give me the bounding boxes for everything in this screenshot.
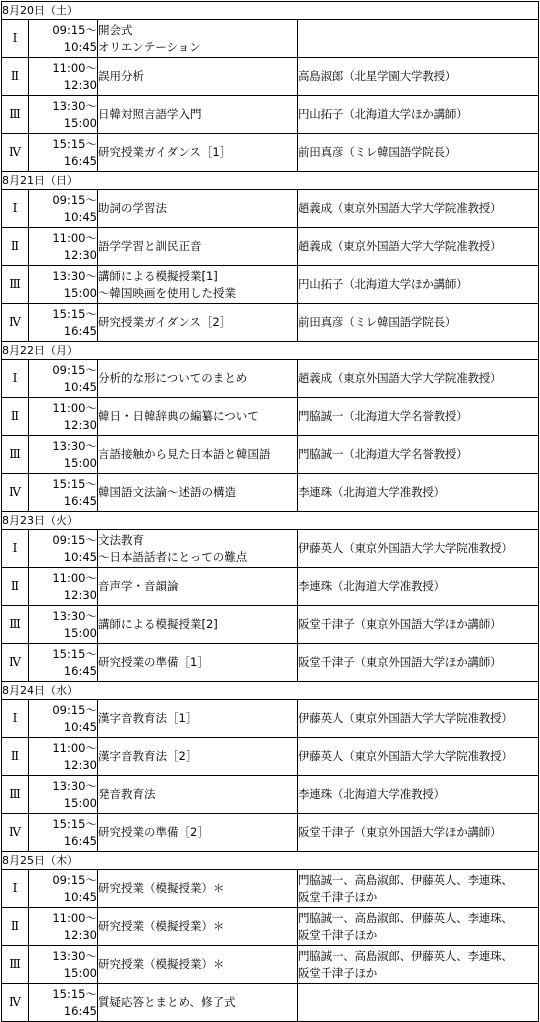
time-range — [29, 20, 98, 58]
end-time: 10:45 — [63, 719, 97, 734]
lecturer-line: 阪堂千津子（東京外国語大学ほか講師） — [298, 655, 502, 669]
time-range — [29, 738, 98, 776]
start-time: 13:30～ — [52, 778, 97, 793]
lecturer-cell — [298, 870, 539, 908]
lecturer-cell — [298, 568, 539, 606]
lecturer-cell — [298, 946, 539, 984]
subject-cell — [98, 20, 298, 58]
period-number: Ⅰ — [2, 870, 29, 908]
start-time: 09:15～ — [52, 192, 97, 207]
subject-line: ～韓国映画を使用した授業 — [98, 285, 236, 300]
subject-cell — [98, 398, 298, 436]
subject-line: 研究授業ガイダンス［1］ — [98, 145, 232, 159]
subject-line: 発音教育法 — [98, 787, 156, 801]
session-row — [2, 360, 539, 398]
start-time: 11:00～ — [52, 60, 97, 75]
lecturer-line: 阪堂千津子（東京外国語大学ほか講師） — [298, 617, 502, 631]
date-header: 8月20日（土） — [2, 2, 539, 20]
period-number: Ⅲ — [2, 946, 29, 984]
time-range — [29, 474, 98, 512]
session-row — [2, 776, 539, 814]
lecturer-line: 伊藤英人（東京外国語大学大学院准教授） — [298, 749, 513, 763]
end-time: 15:00 — [63, 285, 97, 300]
period-number: Ⅰ — [2, 190, 29, 228]
lecturer-cell — [298, 644, 539, 682]
subject-cell — [98, 700, 298, 738]
subject-line: 韓国語文法論～述語の構造 — [98, 485, 236, 499]
lecturer-cell — [298, 700, 539, 738]
subject-cell — [98, 870, 298, 908]
subject-cell — [98, 190, 298, 228]
lecturer-cell — [298, 134, 539, 172]
time-range — [29, 908, 98, 946]
start-time: 09:15～ — [52, 362, 97, 377]
lecturer-line: 門脇誠一、高島淑郎、伊藤英人、李連珠、 — [298, 872, 513, 887]
time-range — [29, 606, 98, 644]
start-time: 11:00～ — [52, 740, 97, 755]
time-range — [29, 266, 98, 304]
subject-cell — [98, 814, 298, 852]
period-number: Ⅲ — [2, 436, 29, 474]
lecturer-line: 李連珠（北海道大学准教授） — [298, 787, 445, 801]
session-row — [2, 606, 539, 644]
date-row — [2, 342, 539, 360]
lecturer-cell — [298, 814, 539, 852]
period-number: Ⅳ — [2, 644, 29, 682]
date-row — [2, 2, 539, 20]
session-row — [2, 474, 539, 512]
subject-cell — [98, 606, 298, 644]
date-row — [2, 512, 539, 530]
subject-line: 韓日・日韓辞典の編纂について — [98, 409, 259, 423]
session-row — [2, 700, 539, 738]
period-number: Ⅲ — [2, 776, 29, 814]
lecturer-cell — [298, 436, 539, 474]
lecturer-line: 阪堂千津子（東京外国語大学ほか講師） — [298, 825, 502, 839]
date-row — [2, 172, 539, 190]
end-time: 12:30 — [63, 247, 97, 262]
period-number: Ⅱ — [2, 568, 29, 606]
session-row — [2, 304, 539, 342]
start-time: 13:30～ — [52, 438, 97, 453]
subject-cell — [98, 908, 298, 946]
subject-cell — [98, 984, 298, 1022]
subject-line: 漢字音教育法［1］ — [98, 711, 198, 725]
session-row — [2, 738, 539, 776]
period-number: Ⅰ — [2, 700, 29, 738]
schedule-table — [1, 1, 539, 1022]
subject-line: 音声学・音韻論 — [98, 579, 179, 593]
end-time: 15:00 — [63, 965, 97, 980]
subject-line: 講師による模擬授業[2] — [98, 617, 218, 631]
time-range — [29, 568, 98, 606]
lecturer-cell — [298, 228, 539, 266]
subject-cell — [98, 266, 298, 304]
time-range — [29, 984, 98, 1022]
period-number: Ⅳ — [2, 134, 29, 172]
session-row — [2, 398, 539, 436]
start-time: 15:15～ — [52, 646, 97, 661]
subject-line: 助詞の学習法 — [98, 201, 167, 215]
session-row — [2, 870, 539, 908]
end-time: 15:00 — [63, 795, 97, 810]
time-range — [29, 870, 98, 908]
subject-line: 研究授業（模擬授業）＊ — [98, 919, 225, 933]
period-number: Ⅰ — [2, 20, 29, 58]
lecturer-line: 門脇誠一、高島淑郎、伊藤英人、李連珠、 — [298, 910, 513, 925]
date-header: 8月24日（水） — [2, 682, 539, 700]
session-row — [2, 96, 539, 134]
subject-cell — [98, 474, 298, 512]
time-range — [29, 398, 98, 436]
time-range — [29, 436, 98, 474]
lecturer-cell — [298, 96, 539, 134]
period-number: Ⅱ — [2, 58, 29, 96]
lecturer-line: 趙義成（東京外国語大学大学院准教授） — [298, 201, 502, 215]
start-time: 09:15～ — [52, 872, 97, 887]
lecturer-cell — [298, 190, 539, 228]
lecturer-line: 門脇誠一、高島淑郎、伊藤英人、李連珠、 — [298, 948, 513, 963]
time-range — [29, 360, 98, 398]
lecturer-line: 高島淑郎（北星学園大学教授） — [298, 69, 457, 83]
schedule-body — [2, 2, 539, 1022]
subject-line: 言語接触から見た日本語と韓国語 — [98, 447, 271, 461]
lecturer-cell — [298, 266, 539, 304]
session-row — [2, 266, 539, 304]
end-time: 15:00 — [63, 115, 97, 130]
start-time: 11:00～ — [52, 230, 97, 245]
period-number: Ⅲ — [2, 606, 29, 644]
session-row — [2, 814, 539, 852]
subject-line: 質疑応答とまとめ、修了式 — [98, 995, 236, 1009]
subject-cell — [98, 568, 298, 606]
lecturer-cell — [298, 360, 539, 398]
period-number: Ⅱ — [2, 228, 29, 266]
subject-line: 漢字音教育法［2］ — [98, 749, 198, 763]
start-time: 15:15～ — [52, 816, 97, 831]
lecturer-cell — [298, 738, 539, 776]
session-row — [2, 436, 539, 474]
lecturer-line: 門脇誠一（北海道大学名誉教授） — [298, 447, 468, 461]
period-number: Ⅱ — [2, 398, 29, 436]
lecturer-cell — [298, 908, 539, 946]
lecturer-cell — [298, 20, 539, 58]
subject-cell — [98, 96, 298, 134]
period-number: Ⅳ — [2, 984, 29, 1022]
lecturer-cell — [298, 304, 539, 342]
lecturer-line: 阪堂千津子ほか — [298, 889, 378, 904]
start-time: 15:15～ — [52, 476, 97, 491]
subject-line: 講師による模擬授業[1] — [98, 268, 218, 283]
period-number: Ⅲ — [2, 96, 29, 134]
time-range — [29, 530, 98, 568]
end-time: 12:30 — [63, 587, 97, 602]
end-time: 16:45 — [63, 153, 97, 168]
date-row — [2, 682, 539, 700]
time-range — [29, 96, 98, 134]
lecturer-cell — [298, 474, 539, 512]
lecturer-cell — [298, 606, 539, 644]
time-range — [29, 946, 98, 984]
start-time: 09:15～ — [52, 702, 97, 717]
lecturer-cell — [298, 530, 539, 568]
start-time: 15:15～ — [52, 306, 97, 321]
subject-cell — [98, 58, 298, 96]
subject-cell — [98, 436, 298, 474]
date-header: 8月23日（火） — [2, 512, 539, 530]
subject-cell — [98, 530, 298, 568]
start-time: 13:30～ — [52, 608, 97, 623]
session-row — [2, 20, 539, 58]
date-header: 8月22日（月） — [2, 342, 539, 360]
time-range — [29, 304, 98, 342]
time-range — [29, 134, 98, 172]
lecturer-line: 李連珠（北海道大学准教授） — [298, 485, 445, 499]
period-number: Ⅳ — [2, 304, 29, 342]
lecturer-line: 阪堂千津子ほか — [298, 965, 378, 980]
time-range — [29, 814, 98, 852]
lecturer-line: 前田真彦（ミレ韓国語学院長） — [298, 315, 457, 329]
end-time: 16:45 — [63, 493, 97, 508]
end-time: 16:45 — [63, 1003, 97, 1018]
lecturer-cell — [298, 58, 539, 96]
subject-line: 研究授業の準備［2］ — [98, 825, 209, 839]
end-time: 12:30 — [63, 927, 97, 942]
lecturer-cell — [298, 398, 539, 436]
session-row — [2, 228, 539, 266]
lecturer-line: 趙義成（東京外国語大学大学院准教授） — [298, 239, 502, 253]
session-row — [2, 568, 539, 606]
end-time: 10:45 — [63, 39, 97, 54]
lecturer-line: 円山拓子（北海道大学ほか講師） — [298, 107, 468, 121]
lecturer-line: 伊藤英人（東京外国語大学大学院准教授） — [298, 711, 513, 725]
end-time: 10:45 — [63, 209, 97, 224]
session-row — [2, 946, 539, 984]
end-time: 12:30 — [63, 77, 97, 92]
subject-line: 開会式 — [98, 22, 133, 37]
subject-cell — [98, 946, 298, 984]
end-time: 10:45 — [63, 379, 97, 394]
period-number: Ⅲ — [2, 266, 29, 304]
subject-line: 誤用分析 — [98, 69, 144, 83]
subject-cell — [98, 644, 298, 682]
period-number: Ⅱ — [2, 908, 29, 946]
start-time: 15:15～ — [52, 136, 97, 151]
session-row — [2, 134, 539, 172]
start-time: 11:00～ — [52, 910, 97, 925]
lecturer-line: 円山拓子（北海道大学ほか講師） — [298, 277, 468, 291]
end-time: 12:30 — [63, 757, 97, 772]
lecturer-cell — [298, 984, 539, 1022]
time-range — [29, 644, 98, 682]
time-range — [29, 776, 98, 814]
subject-line: 研究授業ガイダンス［2］ — [98, 315, 232, 329]
date-row — [2, 852, 539, 870]
lecturer-line: 門脇誠一（北海道大学名誉教授） — [298, 409, 468, 423]
session-row — [2, 644, 539, 682]
subject-line: 研究授業の準備［1］ — [98, 655, 209, 669]
subject-cell — [98, 228, 298, 266]
subject-line: ～日本語話者にとっての難点 — [98, 549, 248, 564]
session-row — [2, 58, 539, 96]
lecturer-line: 伊藤英人（東京外国語大学大学院准教授） — [298, 541, 513, 555]
end-time: 15:00 — [63, 625, 97, 640]
subject-cell — [98, 360, 298, 398]
subject-cell — [98, 738, 298, 776]
start-time: 09:15～ — [52, 22, 97, 37]
subject-line: 分析的な形についてのまとめ — [98, 371, 248, 385]
subject-line: 文法教育 — [98, 532, 144, 547]
start-time: 09:15～ — [52, 532, 97, 547]
time-range — [29, 228, 98, 266]
session-row — [2, 984, 539, 1022]
lecturer-line: 趙義成（東京外国語大学大学院准教授） — [298, 371, 502, 385]
session-row — [2, 908, 539, 946]
period-number: Ⅳ — [2, 814, 29, 852]
subject-cell — [98, 776, 298, 814]
end-time: 16:45 — [63, 323, 97, 338]
lecturer-cell — [298, 776, 539, 814]
end-time: 15:00 — [63, 455, 97, 470]
end-time: 16:45 — [63, 663, 97, 678]
subject-line: 研究授業（模擬授業）＊ — [98, 881, 225, 895]
date-header: 8月21日（日） — [2, 172, 539, 190]
subject-cell — [98, 134, 298, 172]
subject-line: オリエンテーション — [98, 39, 201, 54]
end-time: 12:30 — [63, 417, 97, 432]
end-time: 16:45 — [63, 833, 97, 848]
lecturer-line: 阪堂千津子ほか — [298, 927, 378, 942]
start-time: 11:00～ — [52, 570, 97, 585]
time-range — [29, 700, 98, 738]
time-range — [29, 58, 98, 96]
date-header: 8月25日（木） — [2, 852, 539, 870]
time-range — [29, 190, 98, 228]
start-time: 13:30～ — [52, 98, 97, 113]
subject-cell — [98, 304, 298, 342]
start-time: 13:30～ — [52, 948, 97, 963]
start-time: 11:00～ — [52, 400, 97, 415]
end-time: 10:45 — [63, 549, 97, 564]
period-number: Ⅳ — [2, 474, 29, 512]
lecturer-line: 前田真彦（ミレ韓国語学院長） — [298, 145, 457, 159]
subject-line: 日韓対照言語学入門 — [98, 107, 202, 121]
session-row — [2, 190, 539, 228]
period-number: Ⅱ — [2, 738, 29, 776]
period-number: Ⅰ — [2, 360, 29, 398]
start-time: 15:15～ — [52, 986, 97, 1001]
period-number: Ⅰ — [2, 530, 29, 568]
session-row — [2, 530, 539, 568]
start-time: 13:30～ — [52, 268, 97, 283]
subject-line: 語学学習と訓民正音 — [98, 239, 202, 253]
end-time: 10:45 — [63, 889, 97, 904]
subject-line: 研究授業（模擬授業）＊ — [98, 957, 225, 971]
lecturer-line: 李連珠（北海道大学准教授） — [298, 579, 445, 593]
